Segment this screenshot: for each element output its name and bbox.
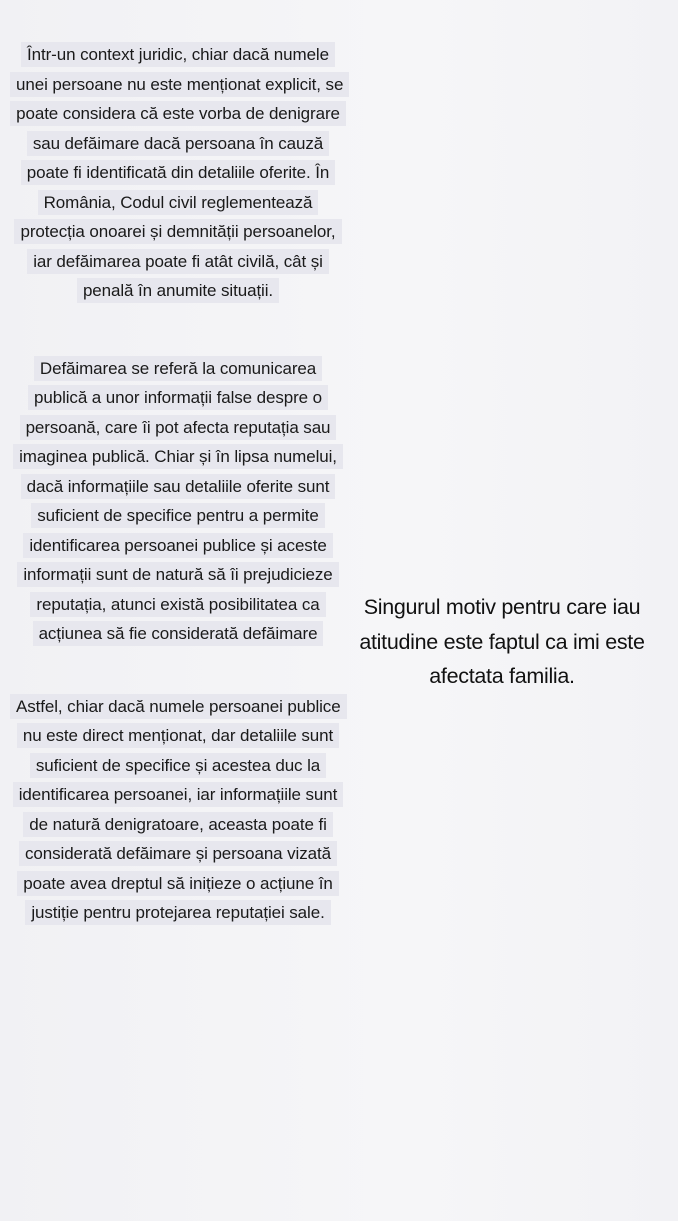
legal-paragraph-2-text: Defăimarea se referă la comunicarea publică a unor informații false despre o persoană, care îi pot afecta reputația sau imaginea publică. Chiar și în lipsa numelui, dacă informațiile sau detaliile oferite sunt suficient de specifice pentru a permite identificarea persoanei publice și aceste informații sunt de natură să îi prejudicieze reputația, atunci există posibilitatea ca acțiunea să fie considerată defăimare xyxy=(13,356,343,647)
personal-statement: Singurul motiv pentru care iau atitudine este faptul ca imi este afectata familia. xyxy=(359,595,645,688)
legal-paragraph-1 xyxy=(10,40,346,306)
legal-paragraph-1-text: Într-un context juridic, chiar dacă numele unei persoane nu este menționat explicit, se poate considera că este vorba de denigrare sau defăimare dacă persoana în cauză poate fi identificată din detaliile oferite. În România, Codul civil reglementează protecția onoarei și demnității persoanelor, iar defăimarea poate fi atât civilă, cât și penală în anumite situații. xyxy=(10,42,349,303)
legal-paragraph-3-text: Astfel, chiar dacă numele persoanei publice nu este direct menționat, dar detaliile sunt suficient de specifice și acestea duc la identificarea persoanei, iar informațiile sunt de natură denigratoare, aceasta poate fi considerată defăimare și persoana vizată poate avea dreptul să inițieze o acțiune în justiție pentru protejarea reputației sale. xyxy=(10,694,347,926)
legal-paragraph-3 xyxy=(10,692,346,928)
legal-paragraph-2 xyxy=(10,354,346,649)
statement-column xyxy=(334,590,670,694)
legal-text-column xyxy=(10,40,346,976)
